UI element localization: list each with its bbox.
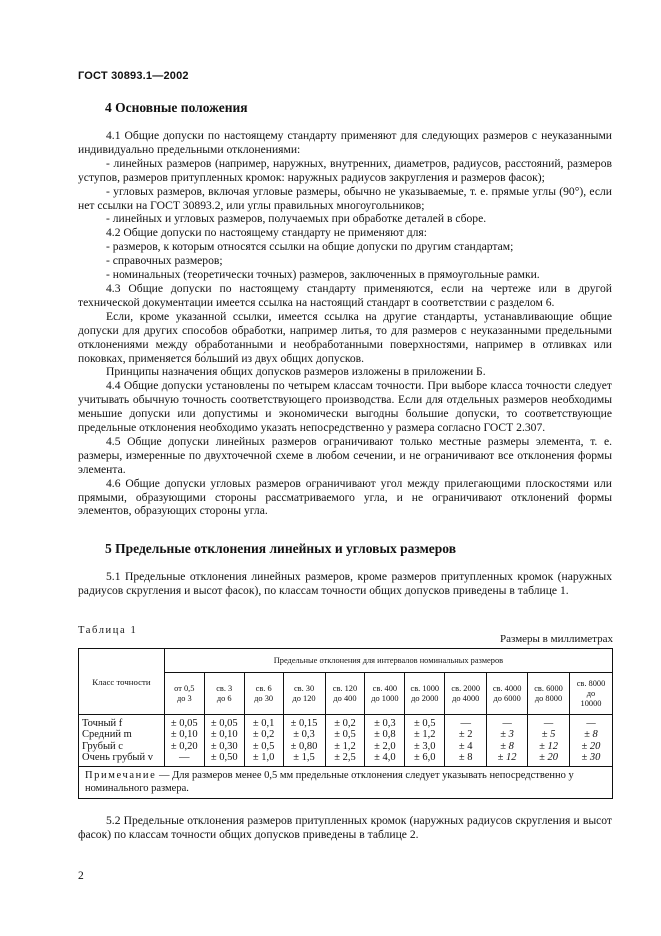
note-label: Примечание	[85, 770, 157, 781]
value-cell: ± 0,5 ± 1,2 ± 3,0 ± 6,0	[405, 715, 445, 767]
tolerance-table	[78, 648, 613, 799]
paragraph-5-2-block	[78, 814, 612, 842]
table-units: Размеры в миллиметрах	[500, 633, 613, 645]
page-number: 2	[78, 870, 84, 882]
interval-header: св. 4000 до 6000	[487, 673, 528, 715]
interval-header: св. 3 до 6	[204, 673, 244, 715]
group-header-cell: Предельные отклонения для интервалов номинальных размеров	[164, 649, 612, 673]
value-cell: — ± 3 ± 8 ± 12	[487, 715, 528, 767]
list-item-nominal-sizes: - номинальных (теоретически точных) размеров, заключенных в прямоугольные рамки.	[106, 268, 540, 282]
interval-header: от 0,5 до 3	[164, 673, 204, 715]
interval-header: св. 2000 до 4000	[445, 673, 487, 715]
section-5-title: 5 Предельные отклонения линейных и угловых размеров	[105, 541, 457, 556]
section-4-body	[78, 129, 612, 518]
interval-header: св. 6000 до 8000	[528, 673, 570, 715]
value-cell: — ± 5 ± 12 ± 20	[528, 715, 570, 767]
interval-header: св. 6 до 30	[244, 673, 283, 715]
value-cell: ± 0,15 ± 0,3 ± 0,80 ± 1,5	[283, 715, 325, 767]
value-cell: ± 0,05 ± 0,10 ± 0,30 ± 0,50	[204, 715, 244, 767]
paragraph-4-6: 4.6 Общие допуски угловых размеров ограничивают угол между прилегающими плоскостями или прямыми, образующими стороны рассматриваемого угла, и не ограничивают отклонений формы элементов, образующих стороны угла.	[78, 476, 612, 518]
paragraph-4-2: 4.2 Общие допуски по настоящему стандарту не применяют для:	[106, 226, 427, 240]
list-item-linear: - линейных размеров (например, наружных, внутренних, диаметров, радиусов, расстояний, размеров уступов, размеров притупленных кромок: наружных радиусов закругления и размеров фасок);	[78, 156, 612, 184]
list-item-assembly: - линейных и угловых размеров, получаемых при обработке деталей в сборе.	[106, 212, 487, 226]
paragraph-5-2: 5.2 Предельные отклонения размеров притупленных кромок (наружных радиусов скругления и высот фасок) по классам точности общих допусков приведены в таблице 2.	[78, 814, 612, 841]
paragraph-4-3-principles: Принципы назначения общих допусков размеров изложены в приложении Б.	[106, 365, 486, 379]
list-item-other-standards: - размеров, к которым относятся ссылки на общие допуски по другим стандартам;	[106, 240, 514, 254]
note-text: — Для размеров менее 0,5 мм предельные отклонения следует указывать непосредственно у номинального размера.	[85, 770, 574, 794]
list-item-angular: - угловых размеров, включая угловые размеры, обычно не указываемые, т. е. прямые углы (90°), если нет ссылки на ГОСТ 30893.2, или углы правильных многоугольников;	[78, 184, 612, 212]
value-cell: — ± 2 ± 4 ± 8	[445, 715, 487, 767]
value-cell: ± 0,1 ± 0,2 ± 0,5 ± 1,0	[244, 715, 283, 767]
interval-header: св. 1000 до 2000	[405, 673, 445, 715]
value-cell: — ± 8 ± 20 ± 30	[569, 715, 612, 767]
interval-header: св. 120 до 400	[325, 673, 365, 715]
interval-header: св. 400 до 1000	[365, 673, 405, 715]
table-caption: Таблица 1	[78, 625, 138, 636]
interval-header: св. 30 до 120	[283, 673, 325, 715]
paragraph-4-1: 4.1 Общие допуски по настоящему стандарту применяют для следующих размеров с неуказанными индивидуально предельными отклонениями:	[78, 129, 612, 156]
paragraph-5-1: 5.1 Предельные отклонения линейных размеров, кроме размеров притупленных кромок (наружных радиусов скругления и высот фасок), по классам точности общих допусков приведены в таблице 1.	[78, 570, 612, 597]
interval-header: св. 8000 до 10000	[569, 673, 612, 715]
values-row	[79, 715, 613, 767]
class-names-cell: Точный f Средний m Грубый c Очень грубый v	[79, 715, 165, 767]
value-cell: ± 0,3 ± 0,8 ± 2,0 ± 4,0	[365, 715, 405, 767]
paragraph-4-4: 4.4 Общие допуски установлены по четырем классам точности. При выборе класса точности следует учитывать обычную точность соответствующего производства. Если для отдельных размеров необходимы меньшие допуски или допустимы и экономически выгодны большие допуски, то соответствующие предельные отклонения необходимо указать непосредственно у размера согласно ГОСТ 2.307.	[78, 379, 612, 435]
note-row	[79, 767, 613, 799]
section-4-title: 4 Основные положения	[105, 100, 248, 115]
paragraph-5-1-block	[78, 570, 612, 598]
paragraph-4-5: 4.5 Общие допуски линейных размеров ограничивают только местные размеры элемента, т. е. размеры, измеренные по двухточечной схеме в любом сечении, и не ограничивают все отклонения формы элемента.	[78, 434, 612, 476]
list-item-reference-sizes: - справочных размеров;	[106, 254, 223, 268]
paragraph-4-3: 4.3 Общие допуски по настоящему стандарту применяются, если на чертеже или в другой технической документации имеется ссылка на настоящий стандарт в соответствии с разделом 6.	[78, 281, 612, 309]
class-header-cell: Класс точности	[79, 649, 165, 715]
paragraph-4-3-other-refs: Если, кроме указанной ссылки, имеется ссылка на другие стандарты, устанавливающие общие допуски для других способов обработки, например литья, то для размеров с неуказанными предельными отклонениями между обработанными и необработанными поверхностями, например в отливках или поковках, применяется бо́льший из двух общих допусков.	[78, 309, 612, 365]
document-header: ГОСТ 30893.1—2002	[78, 70, 189, 82]
value-cell: ± 0,05 ± 0,10 ± 0,20 —	[164, 715, 204, 767]
value-cell: ± 0,2 ± 0,5 ± 1,2 ± 2,5	[325, 715, 365, 767]
table-note	[79, 767, 613, 799]
